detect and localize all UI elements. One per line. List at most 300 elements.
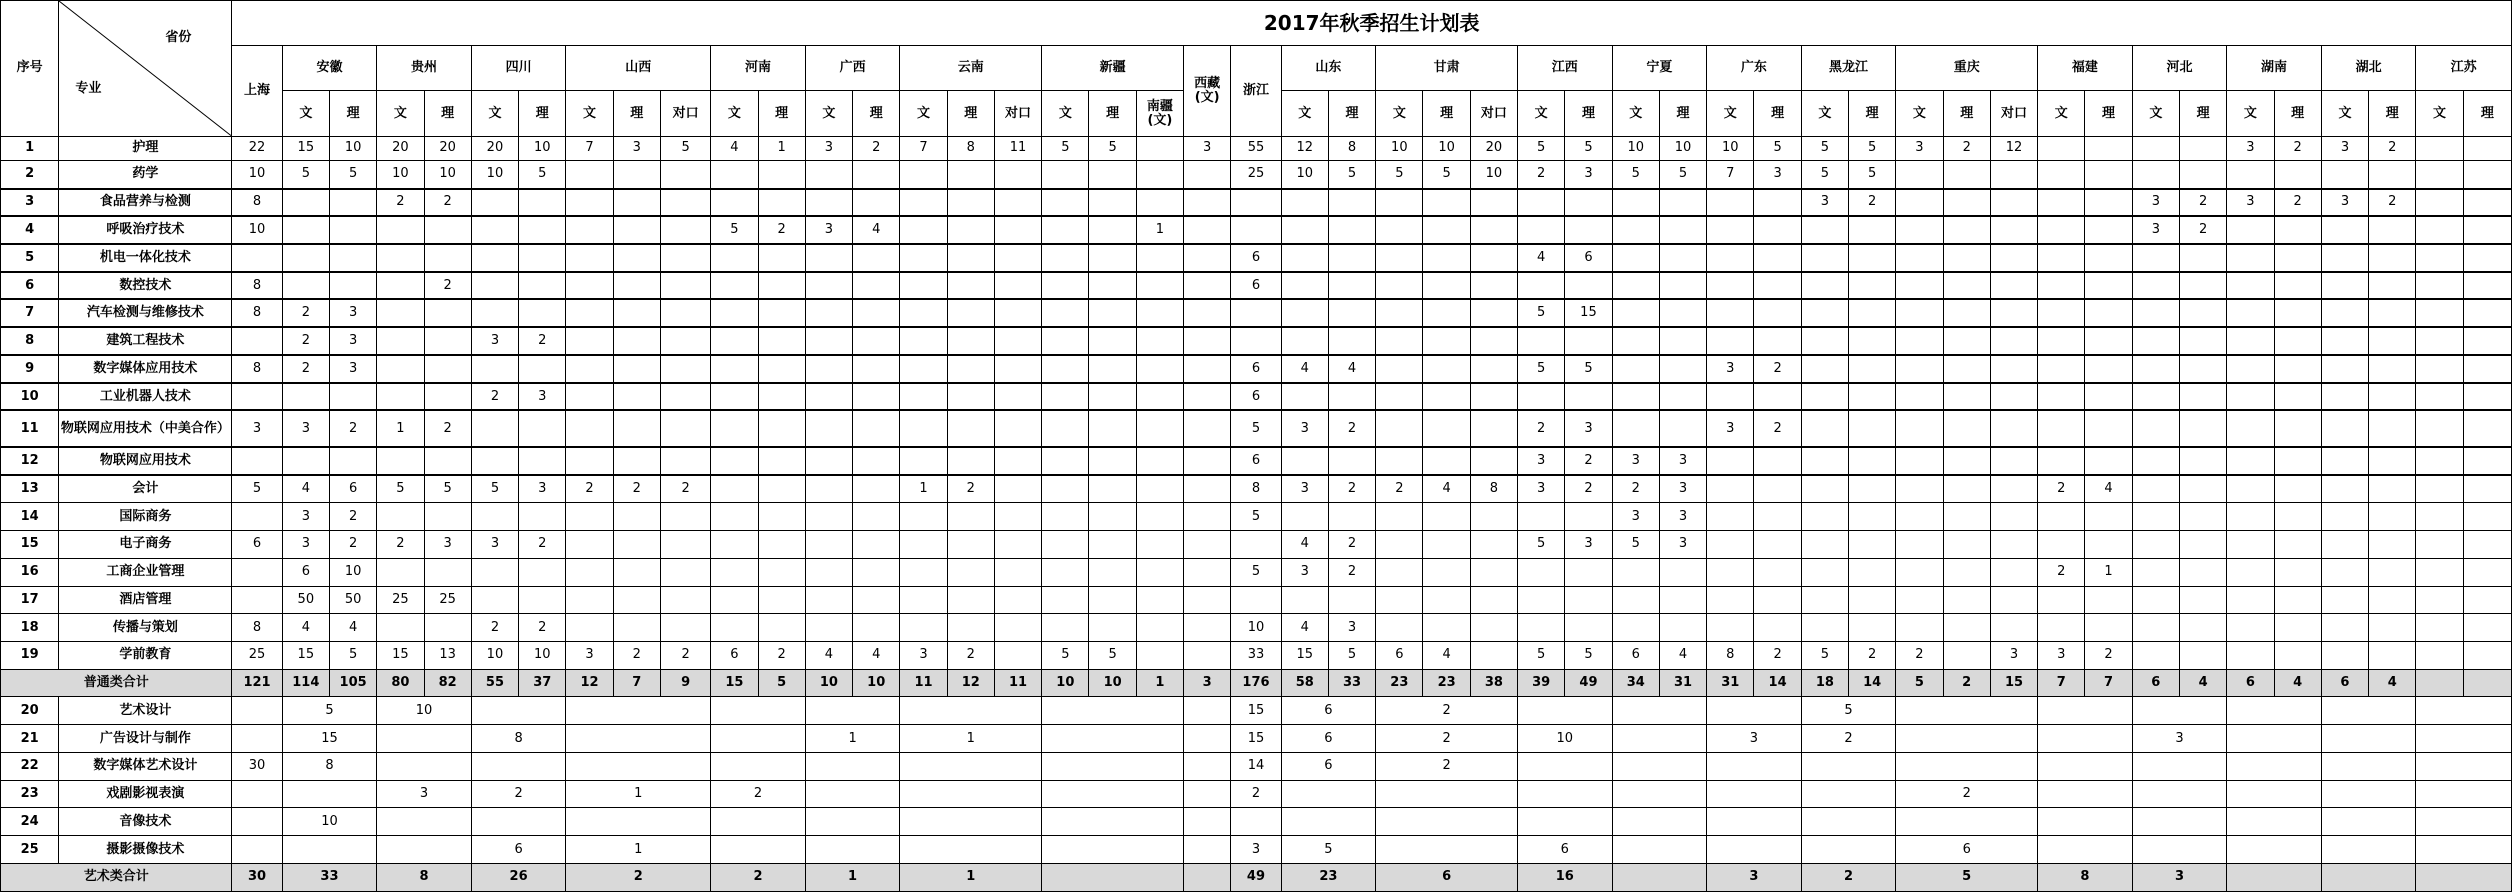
value-cell: 3	[1612, 447, 1659, 475]
value-cell	[711, 355, 758, 383]
value-cell	[2369, 327, 2416, 355]
value-cell	[853, 383, 900, 411]
value-cell	[2369, 244, 2416, 272]
value-cell: 3	[1281, 475, 1328, 503]
art-value-xizang	[1184, 780, 1231, 808]
value-cell	[1089, 327, 1136, 355]
value-cell: 10	[519, 136, 566, 161]
value-cell: 25	[424, 586, 471, 614]
major-name: 物联网应用技术（中美合作）	[59, 410, 232, 447]
value-cell	[2369, 383, 2416, 411]
art-value-shanghai	[232, 725, 282, 753]
value-cell	[2463, 161, 2511, 189]
value-cell	[377, 216, 424, 244]
value-cell: 5	[1518, 355, 1565, 383]
value-cell	[2463, 410, 2511, 447]
value-cell	[2416, 447, 2463, 475]
value-cell	[1042, 614, 1089, 642]
value-cell	[471, 410, 518, 447]
value-cell	[2085, 189, 2132, 217]
value-cell	[2274, 475, 2321, 503]
row-seq: 10	[1, 383, 59, 411]
value-cell: 2	[1754, 410, 1801, 447]
art-value-anhui: 5	[282, 697, 377, 725]
value-cell	[1943, 161, 1990, 189]
value-cell	[711, 383, 758, 411]
value-cell: 8	[1231, 475, 1281, 503]
value-cell	[1659, 272, 1706, 300]
value-cell: 3	[1281, 410, 1328, 447]
value-cell	[853, 475, 900, 503]
value-cell	[566, 216, 613, 244]
value-cell	[2463, 383, 2511, 411]
value-cell: 3	[2132, 216, 2179, 244]
value-cell	[2085, 586, 2132, 614]
subtotal-value: 10	[1042, 669, 1089, 697]
value-cell	[2321, 216, 2368, 244]
value-cell	[2416, 410, 2463, 447]
value-cell	[1801, 410, 1848, 447]
value-cell	[1089, 383, 1136, 411]
art-value-guizhou: 10	[377, 697, 472, 725]
art-value-chongqing: 5	[1896, 863, 2038, 891]
art-value-guangdong	[1707, 836, 1802, 864]
art-value-chongqing	[1896, 752, 2038, 780]
value-cell: 5	[1565, 355, 1612, 383]
value-cell: 10	[1470, 161, 1517, 189]
value-cell	[2038, 355, 2085, 383]
value-cell	[1281, 244, 1328, 272]
value-cell: 2	[758, 216, 805, 244]
sub-wen: 文	[1518, 91, 1565, 136]
sub-duikou: 对口	[1990, 91, 2037, 136]
value-cell: 2	[947, 642, 994, 670]
value-cell	[1328, 447, 1375, 475]
art-value-sichuan: 6	[471, 836, 566, 864]
value-cell	[947, 558, 994, 586]
subtotal-value: 31	[1659, 669, 1706, 697]
province-heilongjiang: 黑龙江	[1801, 46, 1896, 91]
art-value-guangxi	[805, 808, 900, 836]
value-cell: 3	[2132, 189, 2179, 217]
value-cell	[2416, 642, 2463, 670]
value-cell: 3	[519, 475, 566, 503]
value-cell	[377, 503, 424, 531]
value-cell	[2416, 531, 2463, 559]
value-cell: 2	[2274, 189, 2321, 217]
value-cell	[1423, 447, 1470, 475]
value-cell	[1707, 503, 1754, 531]
value-cell	[2038, 410, 2085, 447]
major-name: 数控技术	[59, 272, 232, 300]
value-cell	[947, 410, 994, 447]
major-name: 电子商务	[59, 531, 232, 559]
subtotal-value: 12	[566, 669, 613, 697]
value-cell: 5	[329, 642, 376, 670]
value-cell	[805, 272, 852, 300]
province-shanghai: 上海	[232, 46, 282, 136]
value-cell	[424, 299, 471, 327]
value-cell	[1042, 475, 1089, 503]
art-value-heilongjiang: 2	[1801, 863, 1896, 891]
value-cell	[994, 383, 1041, 411]
value-cell	[1565, 558, 1612, 586]
subtotal-value: 18	[1801, 669, 1848, 697]
value-cell	[1518, 383, 1565, 411]
value-cell	[1328, 189, 1375, 217]
value-cell	[947, 299, 994, 327]
value-cell	[1896, 355, 1943, 383]
value-cell	[660, 244, 710, 272]
value-cell	[994, 447, 1041, 475]
art-value-chongqing: 2	[1896, 780, 2038, 808]
art-value-henan	[711, 808, 806, 836]
value-cell	[994, 475, 1041, 503]
major-name: 摄影摄像技术	[59, 836, 232, 864]
value-cell	[1281, 447, 1328, 475]
value-cell: 2	[1754, 642, 1801, 670]
value-cell	[1707, 531, 1754, 559]
value-cell: 2	[329, 410, 376, 447]
art-value-gansu: 2	[1376, 697, 1518, 725]
province-jiangxi: 江西	[1518, 46, 1613, 91]
value-cell	[2038, 189, 2085, 217]
value-cell: 8	[232, 299, 282, 327]
value-cell	[947, 244, 994, 272]
value-cell	[471, 558, 518, 586]
value-cell	[2132, 383, 2179, 411]
value-cell: 5	[1518, 136, 1565, 161]
value-cell	[1423, 327, 1470, 355]
value-cell	[1754, 189, 1801, 217]
subtotal-value: 7	[2085, 669, 2132, 697]
art-value-fujian	[2038, 780, 2133, 808]
value-cell: 5	[1565, 642, 1612, 670]
value-cell	[660, 189, 710, 217]
subtotal-value: 49	[1565, 669, 1612, 697]
province-shanxi: 山西	[566, 46, 711, 91]
value-cell	[900, 299, 947, 327]
art-value-heilongjiang	[1801, 808, 1896, 836]
value-cell	[2227, 383, 2274, 411]
value-cell	[1184, 475, 1231, 503]
value-cell	[2463, 355, 2511, 383]
value-cell	[1518, 586, 1565, 614]
art-value-gansu	[1376, 808, 1518, 836]
sub-li: 理	[1659, 91, 1706, 136]
value-cell	[2227, 244, 2274, 272]
sub-li: 理	[2369, 91, 2416, 136]
art-value-hubei	[2321, 863, 2416, 891]
value-cell	[1423, 586, 1470, 614]
art-value-guangdong	[1707, 780, 1802, 808]
value-cell	[1184, 327, 1231, 355]
value-cell	[566, 558, 613, 586]
value-cell	[1423, 355, 1470, 383]
value-cell	[900, 216, 947, 244]
value-cell	[758, 410, 805, 447]
value-cell	[519, 299, 566, 327]
art-value-shandong: 23	[1281, 863, 1376, 891]
row-seq: 9	[1, 355, 59, 383]
row-seq: 13	[1, 475, 59, 503]
value-cell	[2227, 355, 2274, 383]
row-seq: 16	[1, 558, 59, 586]
value-cell	[471, 299, 518, 327]
value-cell	[2038, 383, 2085, 411]
value-cell	[566, 531, 613, 559]
value-cell	[2463, 189, 2511, 217]
art-value-zhejiang: 3	[1231, 836, 1281, 864]
value-cell	[424, 447, 471, 475]
value-cell	[711, 327, 758, 355]
art-value-sichuan: 26	[471, 863, 566, 891]
value-cell	[613, 503, 660, 531]
art-value-heilongjiang	[1801, 752, 1896, 780]
value-cell	[805, 614, 852, 642]
value-cell	[1281, 383, 1328, 411]
subtotal-value: 3	[1184, 669, 1231, 697]
value-cell: 2	[2369, 136, 2416, 161]
value-cell: 13	[424, 642, 471, 670]
value-cell	[1565, 189, 1612, 217]
value-cell	[2227, 503, 2274, 531]
subtotal-value: 14	[1849, 669, 1896, 697]
value-cell	[1659, 327, 1706, 355]
value-cell	[1136, 272, 1183, 300]
value-cell	[1565, 272, 1612, 300]
value-cell: 4	[2085, 475, 2132, 503]
value-cell	[329, 383, 376, 411]
art-value-ningxia	[1612, 836, 1707, 864]
value-cell	[1801, 586, 1848, 614]
value-cell	[1136, 327, 1183, 355]
value-cell	[805, 503, 852, 531]
value-cell: 3	[1896, 136, 1943, 161]
value-cell	[1754, 531, 1801, 559]
value-cell	[2416, 558, 2463, 586]
value-cell	[711, 531, 758, 559]
value-cell	[566, 383, 613, 411]
value-cell	[1565, 586, 1612, 614]
value-cell	[1896, 216, 1943, 244]
sub-wen: 文	[1612, 91, 1659, 136]
value-cell	[1801, 503, 1848, 531]
value-cell	[1328, 272, 1375, 300]
value-cell	[2132, 355, 2179, 383]
province-major-corner	[59, 1, 232, 137]
row-seq: 18	[1, 614, 59, 642]
value-cell	[994, 189, 1041, 217]
value-cell	[471, 503, 518, 531]
value-cell	[2085, 161, 2132, 189]
value-cell	[1943, 503, 1990, 531]
sub-li: 理	[758, 91, 805, 136]
value-cell: 1	[1136, 216, 1183, 244]
value-cell	[758, 244, 805, 272]
value-cell	[232, 327, 282, 355]
value-cell: 2	[1896, 642, 1943, 670]
art-value-guangxi	[805, 752, 900, 780]
value-cell: 10	[1231, 614, 1281, 642]
subtotal-value: 6	[2132, 669, 2179, 697]
value-cell	[1849, 558, 1896, 586]
art-value-xizang	[1184, 808, 1231, 836]
value-cell: 6	[1231, 447, 1281, 475]
sub-li: 理	[947, 91, 994, 136]
row-seq: 5	[1, 244, 59, 272]
value-cell	[613, 383, 660, 411]
value-cell: 4	[282, 614, 329, 642]
major-name: 戏剧影视表演	[59, 780, 232, 808]
value-cell	[900, 531, 947, 559]
value-cell	[2369, 410, 2416, 447]
value-cell	[711, 299, 758, 327]
value-cell	[232, 447, 282, 475]
art-value-henan	[711, 836, 806, 864]
value-cell	[805, 327, 852, 355]
art-value-ningxia	[1612, 863, 1707, 891]
value-cell: 10	[232, 216, 282, 244]
art-value-jiangsu	[2416, 836, 2512, 864]
value-cell	[994, 355, 1041, 383]
value-cell	[471, 189, 518, 217]
art-value-guizhou: 3	[377, 780, 472, 808]
value-cell: 10	[377, 161, 424, 189]
value-cell	[1470, 272, 1517, 300]
art-value-anhui: 10	[282, 808, 377, 836]
value-cell: 4	[1281, 531, 1328, 559]
value-cell	[1612, 244, 1659, 272]
value-cell: 10	[1659, 136, 1706, 161]
value-cell	[2369, 161, 2416, 189]
value-cell	[1990, 410, 2037, 447]
value-cell	[2321, 447, 2368, 475]
value-cell	[900, 410, 947, 447]
value-cell	[805, 161, 852, 189]
value-cell	[1376, 586, 1423, 614]
value-cell	[660, 216, 710, 244]
subtotal-value	[2463, 669, 2511, 697]
art-value-xizang	[1184, 836, 1231, 864]
value-cell	[1136, 383, 1183, 411]
value-cell	[1896, 383, 1943, 411]
value-cell	[1423, 531, 1470, 559]
subtotal-value: 31	[1707, 669, 1754, 697]
subtotal-art-label: 艺术类合计	[1, 863, 232, 891]
subtotal-value: 82	[424, 669, 471, 697]
value-cell	[1943, 531, 1990, 559]
value-cell	[853, 299, 900, 327]
value-cell: 2	[758, 642, 805, 670]
value-cell	[853, 410, 900, 447]
value-cell	[1136, 475, 1183, 503]
value-cell: 3	[471, 531, 518, 559]
value-cell: 4	[853, 216, 900, 244]
value-cell	[711, 503, 758, 531]
value-cell: 1	[2085, 558, 2132, 586]
value-cell	[377, 355, 424, 383]
value-cell	[660, 531, 710, 559]
value-cell	[1754, 475, 1801, 503]
value-cell	[613, 161, 660, 189]
value-cell	[994, 586, 1041, 614]
value-cell	[1990, 327, 2037, 355]
value-cell	[1990, 558, 2037, 586]
major-name: 音像技术	[59, 808, 232, 836]
value-cell: 6	[282, 558, 329, 586]
value-cell: 5	[282, 161, 329, 189]
value-cell	[2179, 503, 2226, 531]
value-cell	[424, 327, 471, 355]
value-cell	[2038, 586, 2085, 614]
province-hunan: 湖南	[2227, 46, 2322, 91]
value-cell	[1707, 614, 1754, 642]
value-cell	[1801, 299, 1848, 327]
value-cell: 6	[711, 642, 758, 670]
value-cell	[994, 299, 1041, 327]
value-cell	[1612, 383, 1659, 411]
value-cell	[1990, 189, 2037, 217]
province-anhui: 安徽	[282, 46, 377, 91]
value-cell: 6	[1231, 383, 1281, 411]
subtotal-value: 11	[994, 669, 1041, 697]
value-cell: 8	[232, 614, 282, 642]
value-cell	[1707, 586, 1754, 614]
sub-li: 理	[1328, 91, 1375, 136]
value-cell	[1849, 586, 1896, 614]
value-cell	[2274, 272, 2321, 300]
art-value-hebei	[2132, 780, 2227, 808]
value-cell	[329, 272, 376, 300]
value-cell	[947, 383, 994, 411]
value-cell	[2227, 161, 2274, 189]
value-cell: 5	[1565, 136, 1612, 161]
art-value-guangdong	[1707, 808, 1802, 836]
value-cell: 3	[900, 642, 947, 670]
value-cell	[1943, 410, 1990, 447]
value-cell: 2	[519, 531, 566, 559]
sub-wen: 文	[2132, 91, 2179, 136]
major-name: 酒店管理	[59, 586, 232, 614]
art-value-guizhou	[377, 752, 472, 780]
value-cell	[711, 475, 758, 503]
value-cell	[1518, 189, 1565, 217]
value-cell: 5	[1849, 161, 1896, 189]
value-cell	[660, 614, 710, 642]
subtotal-value: 38	[1470, 669, 1517, 697]
art-value-fujian	[2038, 836, 2133, 864]
value-cell: 3	[329, 299, 376, 327]
value-cell: 5	[377, 475, 424, 503]
art-value-guangxi	[805, 697, 900, 725]
value-cell: 10	[1423, 136, 1470, 161]
value-cell	[1990, 355, 2037, 383]
value-cell	[2321, 355, 2368, 383]
art-value-shanxi: 1	[566, 780, 711, 808]
value-cell	[805, 410, 852, 447]
value-cell: 20	[471, 136, 518, 161]
row-seq: 3	[1, 189, 59, 217]
value-cell	[2132, 586, 2179, 614]
sub-li: 理	[613, 91, 660, 136]
value-cell	[1376, 410, 1423, 447]
value-cell	[1518, 558, 1565, 586]
value-cell	[805, 447, 852, 475]
value-cell: 2	[2085, 642, 2132, 670]
value-cell: 4	[1423, 475, 1470, 503]
subtotal-value: 10	[805, 669, 852, 697]
